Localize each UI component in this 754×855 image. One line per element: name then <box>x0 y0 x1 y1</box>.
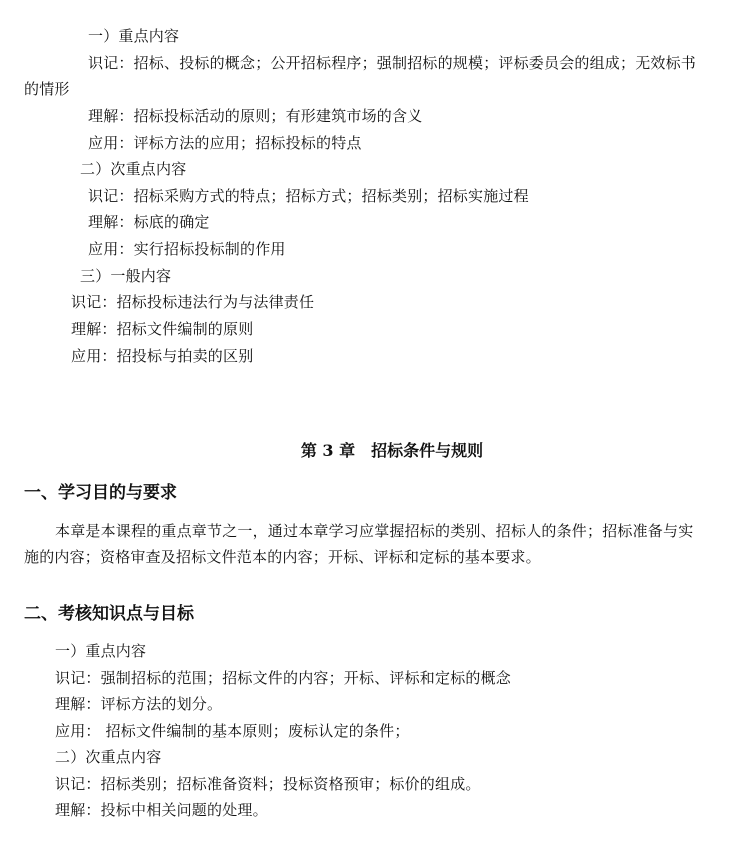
prev-key-memorize-line2: 的情形 <box>24 80 70 98</box>
prev-secondary-title: 二）次重点内容 <box>80 160 187 178</box>
prev-general-understand: 理解：招标文件编制的原则 <box>71 320 254 338</box>
knowledge-key-memorize: 识记：强制招标的范围；招标文件的内容；开标、评标和定标的概念 <box>55 669 512 687</box>
knowledge-secondary-memorize: 识记：招标类别；招标准备资料；投标资格预审；标价的组成。 <box>55 775 481 793</box>
chapter-title: 第 3 章 招标条件与规则 <box>300 441 484 460</box>
prev-key-understand: 理解：招标投标活动的原则；有形建筑市场的含义 <box>88 107 423 125</box>
prev-key-apply: 应用：评标方法的应用；招标投标的特点 <box>88 134 362 152</box>
prev-general-apply: 应用：招投标与拍卖的区别 <box>71 347 254 365</box>
goals-paragraph-line1: 本章是本课程的重点章节之一，通过本章学习应掌握招标的类别、招标人的条件；招标准备与实 <box>55 522 694 540</box>
section-knowledge-heading: 二、考核知识点与目标 <box>24 604 194 624</box>
prev-secondary-apply: 应用：实行招标投标制的作用 <box>88 240 286 258</box>
prev-general-title: 三）一般内容 <box>80 267 172 285</box>
knowledge-key-apply: 应用： 招标文件编制的基本原则；废标认定的条件； <box>55 722 410 740</box>
knowledge-key-title: 一）重点内容 <box>55 642 147 660</box>
prev-general-memorize: 识记：招标投标违法行为与法律责任 <box>71 293 315 311</box>
section-goals-heading: 一、学习目的与要求 <box>24 483 177 503</box>
prev-key-memorize-line1: 识记：招标、投标的概念；公开招标程序；强制招标的规模；评标委员会的组成；无效标书 <box>88 54 697 72</box>
knowledge-key-understand: 理解：评标方法的划分。 <box>55 695 223 713</box>
prev-key-content-title: 一）重点内容 <box>88 27 180 45</box>
prev-secondary-understand: 理解：标底的确定 <box>88 213 210 231</box>
knowledge-secondary-title: 二）次重点内容 <box>55 748 162 766</box>
knowledge-secondary-understand: 理解：投标中相关问题的处理。 <box>55 801 268 819</box>
prev-secondary-memorize: 识记：招标采购方式的特点；招标方式；招标类别；招标实施过程 <box>88 187 529 205</box>
goals-paragraph-line2: 施的内容；资格审查及招标文件范本的内容；开标、评标和定标的基本要求。 <box>24 548 541 566</box>
